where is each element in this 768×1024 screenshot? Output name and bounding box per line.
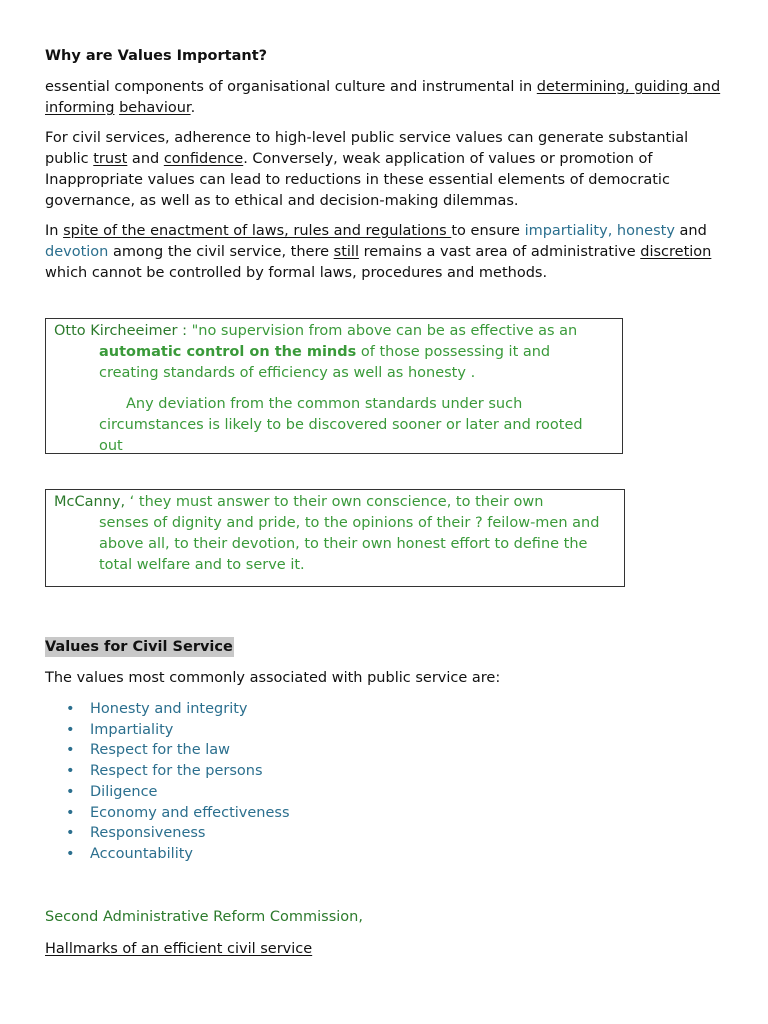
- quote-box-kircheeimer: [45, 318, 623, 454]
- text-run: . Conversely, weak application of values or promotion of Inappropriate values can lead to reductions in these essential elements of democratic governance, as well as to ethical and decision-making dilemmas.: [45, 151, 670, 209]
- bullet-icon: •: [66, 701, 75, 717]
- section-heading-values-civil-service: Values for Civil Service: [45, 639, 233, 655]
- list-item: [45, 761, 290, 782]
- highlighted-text: devotion: [45, 244, 109, 260]
- list-item-label: Economy and effectiveness: [90, 804, 290, 821]
- text-run: and: [127, 151, 164, 167]
- paragraph-discretion: [45, 221, 725, 284]
- section-heading-why-values: Why are Values Important?: [45, 48, 268, 64]
- quote-opening: ‘ they must answer to their own conscience, to their own: [125, 494, 544, 510]
- text-run: which cannot be controlled by formal laws, procedures and methods.: [45, 265, 548, 281]
- bullet-icon: •: [66, 721, 75, 738]
- underlined-text: behaviour: [119, 100, 191, 116]
- values-intro-text: The values most commonly associated with public service are:: [45, 670, 501, 686]
- list-item-label: Impartiality: [90, 721, 174, 738]
- text-run: to ensure: [451, 223, 525, 239]
- text-run: among the civil service, there: [108, 244, 334, 260]
- quote-box-mccanny: [45, 489, 625, 587]
- quote-author: Otto Kircheeimer :: [54, 323, 187, 339]
- highlighted-text: impartiality, honesty: [524, 223, 675, 239]
- paragraph-civil-services: [45, 128, 725, 212]
- quote-second-paragraph: Any deviation from the common standards under such circumstances is likely to be discovered sooner or later and rooted out: [99, 396, 583, 454]
- list-item: [45, 720, 290, 741]
- text-run: remains a vast area of administrative: [358, 244, 641, 260]
- quote-continuation: senses of dignity and pride, to the opinions of their ? feilow-men and above all, to their devotion, to their own honest effort to define the total welfare and to serve it.: [99, 515, 600, 573]
- text-run: .: [190, 100, 196, 116]
- bullet-icon: •: [66, 804, 75, 821]
- list-item-label: Responsiveness: [90, 825, 206, 842]
- list-item: [45, 823, 290, 844]
- source-title: Hallmarks of an efficient civil service: [45, 941, 313, 957]
- list-item: [45, 803, 290, 824]
- underlined-text: discretion: [640, 244, 712, 260]
- underlined-text: and informing: [45, 79, 721, 116]
- underlined-text: spite of the enactment of laws, rules and regulations: [63, 223, 452, 239]
- quote-bold-phrase: automatic control on the minds: [99, 344, 357, 360]
- values-list: [45, 699, 290, 865]
- underlined-text: trust: [93, 151, 128, 167]
- list-item: [45, 844, 290, 865]
- list-item-label: Respect for the law: [90, 742, 231, 759]
- paragraph-values-essential: [45, 77, 725, 119]
- list-item: [45, 740, 290, 761]
- list-item: [45, 699, 290, 720]
- list-item-label: Diligence: [90, 783, 158, 800]
- text-run: essential components of organisational culture and instrumental in: [45, 79, 537, 95]
- quote-first-line: [54, 321, 577, 342]
- quote-continuation: [99, 342, 609, 384]
- text-run: In: [45, 223, 64, 239]
- list-item: [45, 782, 290, 803]
- bullet-icon: •: [66, 742, 75, 759]
- underlined-text: confidence: [163, 151, 244, 167]
- source-commission: Second Administrative Reform Commission,: [45, 909, 363, 925]
- list-item-label: Respect for the persons: [90, 763, 263, 780]
- bullet-icon: •: [66, 825, 75, 842]
- quote-first-line: [54, 492, 543, 513]
- list-item-label: Accountability: [90, 845, 193, 862]
- bullet-icon: •: [66, 845, 75, 862]
- quote-author: McCanny,: [54, 494, 126, 510]
- quote-text: of those possessing it and creating standards of efficiency as well as honesty .: [99, 344, 551, 381]
- underlined-text: determining, guiding: [536, 79, 693, 95]
- text-run: For civil services, adherence to high-level public service values can generate substantial public: [45, 130, 689, 167]
- underlined-text: still: [333, 244, 359, 260]
- text-run: and: [674, 223, 707, 239]
- bullet-icon: •: [66, 783, 75, 800]
- bullet-icon: •: [66, 763, 75, 780]
- quote-opening: "no supervision from above can be as effective as an: [186, 323, 578, 339]
- list-item-label: Honesty and integrity: [90, 701, 248, 717]
